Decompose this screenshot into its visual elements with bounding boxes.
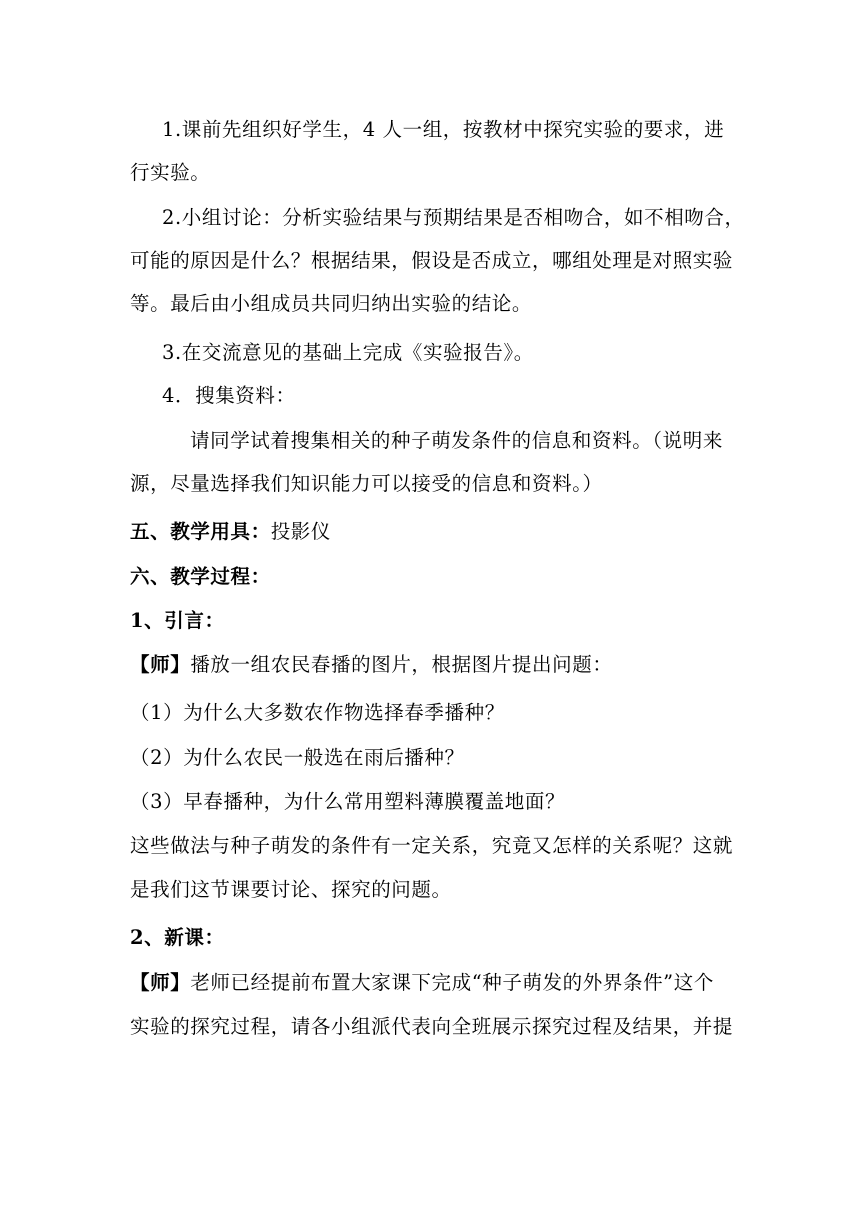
subsection-heading: 2、新课：: [130, 926, 225, 949]
teacher-marker: 【师】: [130, 971, 191, 994]
paragraph-line: 行实验。: [130, 161, 211, 184]
paragraph-line: 等。最后由小组成员共同归纳出实验的结论。: [130, 292, 533, 315]
section-heading-line: [130, 517, 740, 547]
teacher-text: 老师已经提前布置大家课下完成“种子萌发的外界条件”这个: [190, 971, 714, 994]
paragraph-line: 是我们这节课要讨论、探究的问题。: [130, 878, 452, 901]
paragraph-line: 实验的探究过程，请各小组派代表向全班展示探究过程及结果，并提: [130, 1015, 734, 1038]
subsection-heading: 1、引言：: [130, 609, 225, 632]
paragraph-line: 1.课前先组织好学生，4 人一组，按教材中探究实验的要求，进: [162, 118, 725, 141]
teacher-marker: 【师】: [130, 653, 191, 676]
teacher-line: [130, 650, 740, 680]
teacher-line: [130, 968, 740, 998]
question-item: （1）为什么大多数农作物选择春季播种？: [130, 701, 505, 724]
paragraph-line: 2.小组讨论：分析实验结果与预期结果是否相吻合，如不相吻合，: [162, 206, 745, 229]
paragraph-line: 源，尽量选择我们知识能力可以接受的信息和资料。）: [130, 472, 603, 495]
paragraph-line: 4．搜集资料：: [162, 384, 296, 407]
question-item: （2）为什么农民一般选在雨后播种？: [130, 746, 465, 769]
question-item: （3）早春播种，为什么常用塑料薄膜覆盖地面？: [130, 790, 566, 813]
section-heading: 五、教学用具：: [130, 520, 271, 543]
teacher-text: 播放一组农民春播的图片，根据图片提出问题：: [190, 653, 613, 676]
section-heading: 六、教学过程：: [130, 565, 271, 588]
paragraph-line: 这些做法与种子萌发的条件有一定关系，究竟又怎样的关系呢？这就: [130, 834, 734, 857]
paragraph-line: 3.在交流意见的基础上完成《实验报告》。: [162, 341, 534, 364]
paragraph-line: 可能的原因是什么？根据结果，假设是否成立，哪组处理是对照实验: [130, 249, 734, 272]
section-value: 投影仪: [270, 520, 332, 543]
paragraph-line: 请同学试着搜集相关的种子萌发条件的信息和资料。（说明来: [190, 429, 723, 452]
